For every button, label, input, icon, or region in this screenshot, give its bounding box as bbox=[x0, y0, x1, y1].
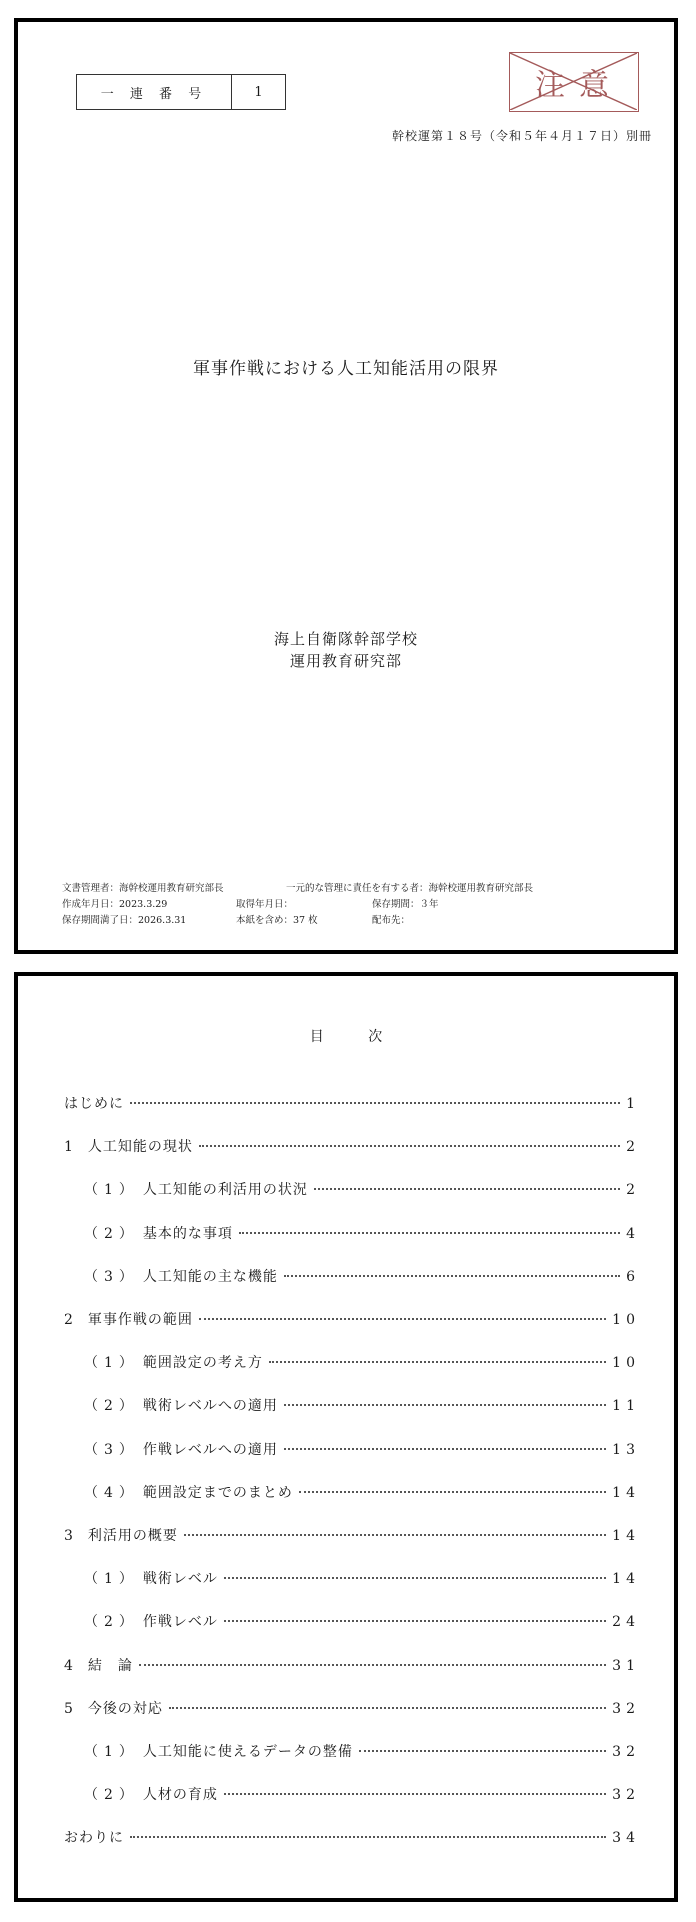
toc-entry-number: 4 bbox=[64, 1657, 74, 1674]
toc-entry-page: 2 bbox=[626, 1139, 640, 1156]
toc-entry bbox=[64, 1827, 640, 1847]
toc-entry-label: 戦術レベル bbox=[142, 1571, 218, 1588]
toc-entry-page: 31 bbox=[612, 1657, 640, 1674]
toc-entry-label: 人材の育成 bbox=[142, 1787, 218, 1804]
toc-entry-label: 戦術レベルへの適用 bbox=[142, 1398, 278, 1415]
toc-entry bbox=[84, 1741, 640, 1761]
department-name: 運用教育研究部 bbox=[289, 652, 402, 670]
meta-responsible: 一元的な管理に責任を有する者：海幹校運用教育研究部長 bbox=[286, 883, 534, 894]
toc-entry-page: 32 bbox=[612, 1744, 640, 1760]
document-reference: 幹校運第１８号（令和５年４月１７日）別冊 bbox=[391, 129, 652, 143]
toc-dot-leader bbox=[269, 1361, 606, 1363]
toc-entry bbox=[64, 1525, 640, 1545]
meta-manager: 文書管理者：海幹校運用教育研究部長 bbox=[62, 883, 224, 894]
toc-entry bbox=[84, 1784, 640, 1804]
toc-entry bbox=[84, 1439, 640, 1459]
caution-stamp-text: 注意 bbox=[535, 68, 623, 103]
toc-entry-number: （2） bbox=[84, 1614, 139, 1631]
toc-entry-label: 基本的な事項 bbox=[142, 1225, 233, 1242]
toc-entry bbox=[84, 1266, 640, 1286]
toc-entry-page: 10 bbox=[612, 1312, 640, 1328]
toc-entry bbox=[84, 1223, 640, 1243]
toc-entry-page: 2 bbox=[626, 1182, 640, 1199]
toc-entry-label: 結 論 bbox=[87, 1657, 133, 1674]
toc-entry-page: 13 bbox=[612, 1441, 640, 1458]
toc-dot-leader bbox=[239, 1232, 620, 1234]
toc-entry-page: 34 bbox=[612, 1830, 640, 1847]
toc-entry-number: 3 bbox=[64, 1528, 74, 1544]
toc-dot-leader bbox=[299, 1491, 606, 1493]
toc-entry-number: （1） bbox=[84, 1744, 139, 1760]
toc-entry bbox=[84, 1611, 640, 1631]
meta-page-count: 本紙を含め：37 枚 bbox=[236, 915, 318, 926]
toc-entry-label: 範囲設定の考え方 bbox=[142, 1355, 263, 1372]
toc-dot-leader bbox=[224, 1793, 606, 1795]
document-title: 軍事作戦における人工知能活用の限界 bbox=[193, 359, 499, 379]
toc-dot-leader bbox=[199, 1145, 620, 1147]
toc-entry-label: 人工知能の利活用の状況 bbox=[142, 1182, 308, 1199]
toc-entry-number: （1） bbox=[84, 1182, 139, 1199]
toc-entry bbox=[64, 1309, 640, 1329]
cover-page bbox=[14, 18, 678, 954]
toc-entry-label: 軍事作戦の範囲 bbox=[87, 1312, 193, 1328]
toc-dot-leader bbox=[224, 1620, 606, 1622]
toc-entry bbox=[84, 1352, 640, 1372]
toc-dot-leader bbox=[284, 1404, 606, 1406]
toc-heading: 目 次 bbox=[309, 1029, 403, 1045]
toc-entry-page: 14 bbox=[612, 1528, 640, 1544]
toc-entry-number: （3） bbox=[84, 1268, 139, 1285]
toc-entry-page: 14 bbox=[612, 1484, 640, 1501]
toc-entry-page: 14 bbox=[612, 1571, 640, 1588]
organization-name: 海上自衛隊幹部学校 bbox=[273, 630, 418, 648]
toc-entry bbox=[84, 1482, 640, 1502]
serial-number-label: 一 連 番 号 bbox=[77, 75, 232, 109]
toc-entry-number: （4） bbox=[84, 1484, 139, 1501]
toc-dot-leader bbox=[199, 1318, 606, 1320]
toc-entry bbox=[84, 1179, 640, 1199]
toc-entry-page: 1 bbox=[626, 1096, 640, 1112]
toc-dot-leader bbox=[130, 1836, 606, 1838]
toc-entry-label: 人工知能の主な機能 bbox=[142, 1268, 278, 1285]
toc-entry bbox=[64, 1698, 640, 1718]
meta-expiry-date: 保存期間満了日：2026.3.31 bbox=[62, 915, 187, 926]
toc-entry bbox=[64, 1093, 640, 1113]
toc-dot-leader bbox=[359, 1750, 606, 1752]
toc-entry-label: おわりに bbox=[64, 1830, 124, 1847]
toc-dot-leader bbox=[224, 1577, 606, 1579]
toc-dot-leader bbox=[314, 1188, 620, 1190]
toc-entry-label: 人工知能に使えるデータの整備 bbox=[142, 1744, 353, 1760]
toc-dot-leader bbox=[284, 1275, 620, 1277]
toc-dot-leader bbox=[284, 1448, 606, 1450]
toc-entry-page: 11 bbox=[612, 1398, 640, 1415]
toc-dot-leader bbox=[130, 1102, 620, 1104]
caution-stamp bbox=[509, 52, 639, 112]
toc-entry-label: 作戦レベルへの適用 bbox=[142, 1441, 278, 1458]
toc-entry-label: 作戦レベル bbox=[142, 1614, 218, 1631]
toc-entry-number: （2） bbox=[84, 1225, 139, 1242]
meta-retention: 保存期間：３年 bbox=[372, 899, 439, 910]
meta-distribution: 配布先： bbox=[372, 915, 411, 926]
toc-entry-number: （1） bbox=[84, 1355, 139, 1372]
toc-entry-number: （3） bbox=[84, 1441, 139, 1458]
meta-acquired-date: 取得年月日： bbox=[236, 899, 294, 910]
table-of-contents-page bbox=[14, 972, 678, 1902]
toc-entry-number: 5 bbox=[64, 1700, 74, 1717]
toc-entry-number: 2 bbox=[64, 1312, 74, 1328]
toc-entry-page: 32 bbox=[612, 1700, 640, 1717]
toc-entry-label: 人工知能の現状 bbox=[87, 1139, 193, 1156]
toc-entry-number: （1） bbox=[84, 1571, 139, 1588]
toc-entry-label: 利活用の概要 bbox=[87, 1528, 178, 1544]
toc-entry-page: 24 bbox=[612, 1614, 640, 1631]
toc-entry-number: （2） bbox=[84, 1787, 139, 1804]
toc-entry bbox=[64, 1136, 640, 1156]
toc-dot-leader bbox=[169, 1707, 606, 1709]
toc-entry bbox=[64, 1655, 640, 1675]
toc-entry bbox=[84, 1395, 640, 1415]
toc-entry-page: 10 bbox=[612, 1355, 640, 1372]
toc-entry-page: 4 bbox=[626, 1225, 640, 1242]
toc-entry-number: （2） bbox=[84, 1398, 139, 1415]
toc-entry bbox=[84, 1568, 640, 1588]
toc-entry-page: 32 bbox=[612, 1787, 640, 1804]
toc-entry-number: 1 bbox=[64, 1139, 74, 1156]
toc-entry-label: 今後の対応 bbox=[87, 1700, 163, 1717]
meta-created-date: 作成年月日：2023.3.29 bbox=[62, 899, 168, 910]
toc-dot-leader bbox=[139, 1664, 606, 1666]
serial-number-box bbox=[76, 74, 286, 110]
serial-number-value: 1 bbox=[254, 84, 263, 100]
toc-entry-label: はじめに bbox=[64, 1096, 124, 1112]
toc-entry-page: 6 bbox=[626, 1268, 640, 1285]
toc-dot-leader bbox=[184, 1534, 606, 1536]
toc-entry-label: 範囲設定までのまとめ bbox=[142, 1484, 293, 1501]
